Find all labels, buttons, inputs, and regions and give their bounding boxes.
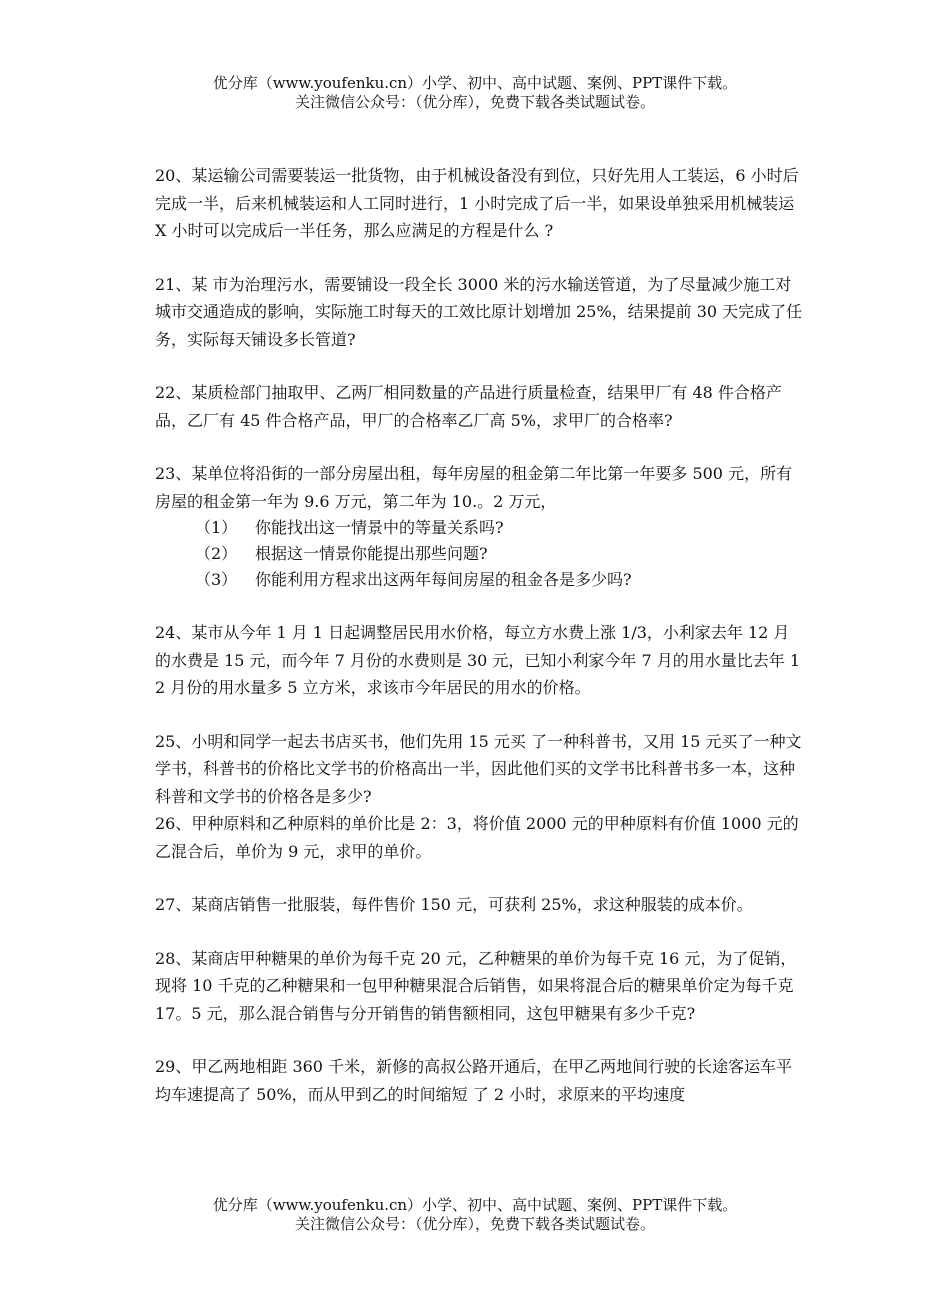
footer-line-1: 优分库（www.youfenku.cn）小学、初中、高中试题、案例、PPT课件下载。 bbox=[212, 1196, 738, 1214]
page-header bbox=[0, 74, 950, 112]
subquestion-number: （2） bbox=[195, 544, 238, 563]
question-20: 20、某运输公司需要装运一批货物，由于机械设备没有到位，只好先用人工装运，6 小时后完成一半，后来机械装运和人工同时进行，1 小时完成了后一半，如果设单独采用机械装运 X 小时可以完成后一半任务，那么应满足的方程是什么 ? bbox=[155, 166, 799, 240]
subquestion-item bbox=[155, 515, 805, 541]
question-23: 23、某单位将沿街的一部分房屋出租，每年房屋的租金第二年比第一年要多 500 元，所有房屋的租金第一年为 9.6 万元，第二年为 10.。2 万元， bbox=[155, 464, 793, 511]
page-footer bbox=[0, 1196, 950, 1234]
question-28: 28、某商店甲种糖果的单价为每千克 20 元，乙种糖果的单价为每千克 16 元，为了促销，现将 10 千克的乙种糖果和一包甲种糖果混合后销售，如果将混合后的糖果单价定为每千克 17。5 元，那么混合销售与分开销售的销售额相同，这包甲糖果有多少千克? bbox=[155, 948, 797, 1023]
question-21: 21、某 市为治理污水，需要铺设一段全长 3000 米的污水输送管道，为了尽量减少施工对城市交通造成的影响，实际施工时每天的工效比原计划增加 25%，结果提前 30 天完成了任务，实际每天铺设多长管道? bbox=[155, 274, 803, 349]
subquestion-item bbox=[155, 541, 805, 567]
question-25: 25、小明和同学一起去书店买书，他们先用 15 元买 了一种科普书，又用 15 元买了一种文学书，科普书的价格比文学书的价格高出一半，因此他们买的文学书比科普书多一本，这种科普和文学书的价格各是多少? bbox=[155, 731, 802, 806]
subquestion-number: （3） bbox=[195, 570, 238, 589]
question-23-subquestions bbox=[155, 515, 805, 593]
subquestion-text: 你能找出这一情景中的等量关系吗? bbox=[255, 518, 504, 537]
header-line-2: 关注微信公众号：（优分库），免费下载各类试题试卷。 bbox=[294, 93, 655, 111]
question-list bbox=[155, 162, 805, 1134]
subquestion-number: （1） bbox=[195, 518, 238, 537]
question-29: 29、甲乙两地相距 360 千米，新修的高叔公路开通后，在甲乙两地间行驶的长途客运车平均车速提高了 50%，而从甲到乙的时间缩短 了 2 小时，求原来的平均速度 bbox=[155, 1057, 793, 1104]
question-26: 26、甲种原料和乙种原料的单价比是 2：3，将价值 2000 元的甲种原料有价值 1000 元的乙混合后，单价为 9 元，求甲的单价。 bbox=[155, 814, 799, 861]
subquestion-text: 你能利用方程求出这两年每间房屋的租金各是多少吗? bbox=[255, 570, 632, 589]
question-27: 27、某商店销售一批服装，每件售价 150 元，可获利 25%，求这种服装的成本价。 bbox=[155, 895, 753, 914]
question-22: 22、某质检部门抽取甲、乙两厂相同数量的产品进行质量检查，结果甲厂有 48 件合格产品，乙厂有 45 件合格产品，甲厂的合格率乙厂高 5%，求甲厂的合格率? bbox=[155, 383, 782, 430]
subquestion-item bbox=[155, 567, 805, 593]
subquestion-text: 根据这一情景你能提出那些问题? bbox=[255, 544, 488, 563]
footer-line-2: 关注微信公众号：（优分库），免费下载各类试题试卷。 bbox=[294, 1215, 655, 1233]
header-line-1: 优分库（www.youfenku.cn）小学、初中、高中试题、案例、PPT课件下载。 bbox=[212, 74, 738, 92]
question-24: 24、某市从今年 1 月 1 日起调整居民用水价格，每立方水费上涨 1/3，小利家去年 12 月的水费是 15 元，而今年 7 月份的水费则是 30 元，已知小利家今年 7 月的用水量比去年 12 月份的用水量多 5 立方米，求该市今年居民的用水的价格。 bbox=[155, 623, 801, 697]
